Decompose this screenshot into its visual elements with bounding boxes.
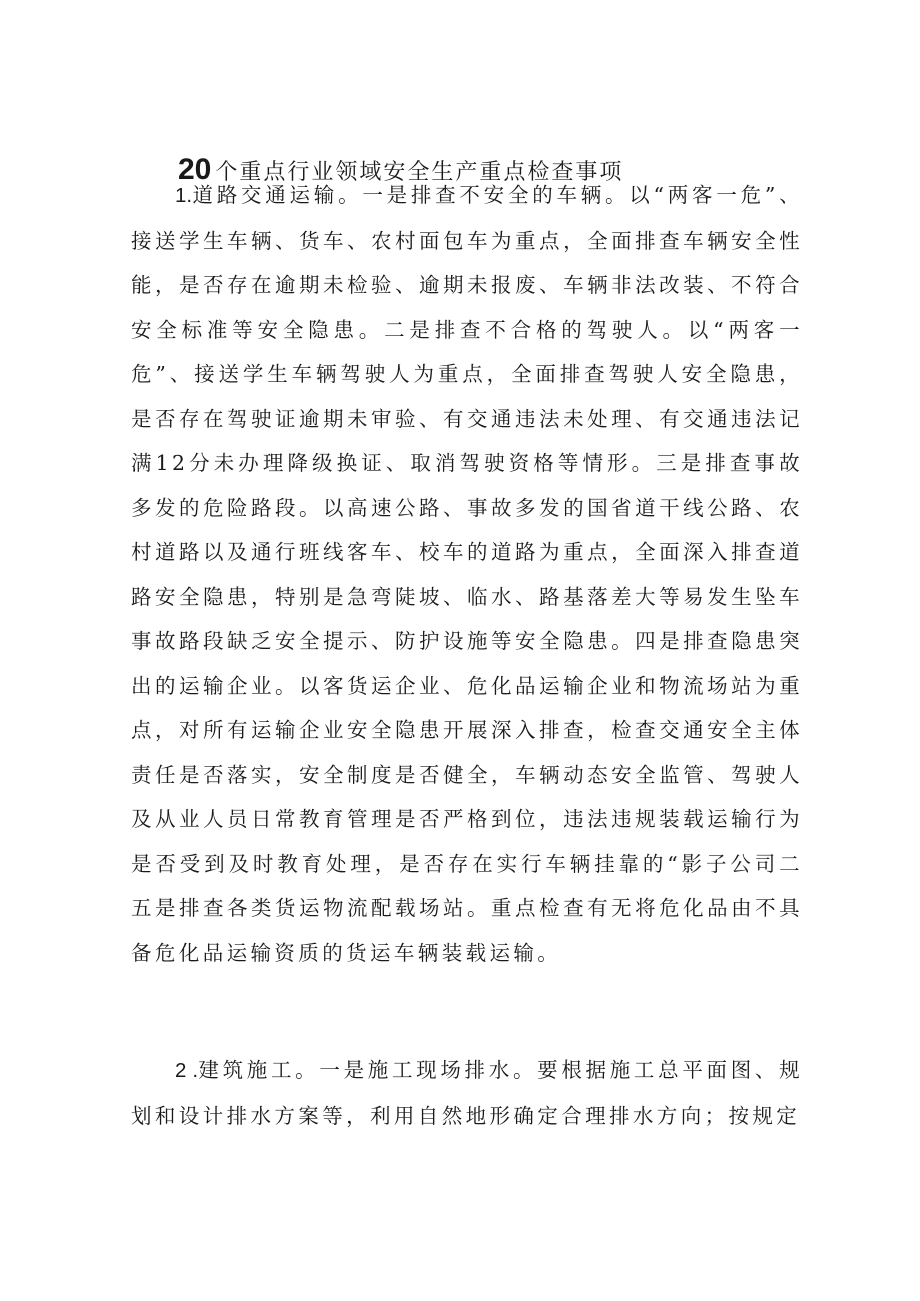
section-label: 2 . (175, 1059, 199, 1082)
section-text: 建筑施工。一是施工现场排水。要根据施工总平面图、规划和设计排水方案等，利用自然地形确定合理排水方向；按规定 (131, 1058, 803, 1128)
section-text: 道路交通运输。一是排查不安全的车辆。以“两客一危”、接送学生车辆、货车、农村面包车为重点，全面排查车辆安全性能，是否存在逾期未检验、逾期未报废、车辆非法改装、不符合安全标准等安全隐患。二是排查不合格的驾驶人。以“两客一危”、接送学生车辆驾驶人为重点，全面排查驾驶人安全隐患，是否存在驾驶证逾期未审验、有交通违法未处理、有交通违法记满12分未办理降级换证、取消驾驶资格等情形。三是排查事故多发的危险路段。以高速公路、事故多发的国省道干线公路、农村道路以及通行班线客车、校车的道路为重点，全面深入排查道路安全隐患，特别是急弯陡坡、临水、路基落差大等易发生坠车事故路段缺乏安全提示、防护设施等安全隐患。四是排查隐患突出的运输企业。以客货运企业、危化品运输企业和物流场站为重点，对所有运输企业安全隐患开展深入排查，检查交通安全主体责任是否落实，安全制度是否健全，车辆动态安全监管、驾驶人及从业人员日常教育管理是否严格到位，违法违规装载运输行为是否受到及时教育处理，是否存在实行车辆挂靠的“影子公司二五是排查各类货运物流配载场站。重点检查有无将危化品由不具备危化品运输资质的货运车辆装载运输。 (131, 183, 803, 965)
title-number: 20 (178, 153, 212, 186)
section-label: 1. (175, 184, 193, 207)
section-road-transport (131, 173, 803, 975)
title-text: 个重点行业领域安全生产重点检查事项 (215, 160, 624, 185)
section-construction (131, 1048, 803, 1138)
